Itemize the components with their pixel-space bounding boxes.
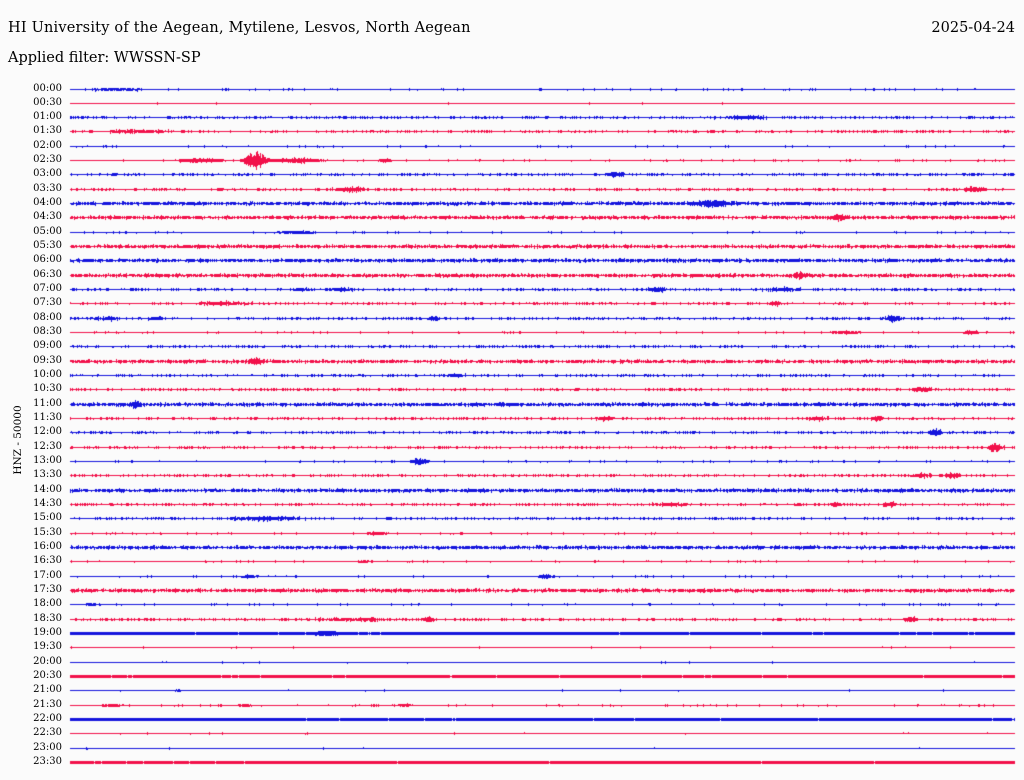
time-label-1400: 14:00 (33, 484, 62, 495)
time-label-1800: 18:00 (33, 598, 62, 609)
time-label-2100: 21:00 (33, 684, 62, 695)
time-label-0200: 02:00 (33, 140, 62, 151)
time-label-0500: 05:00 (33, 226, 62, 237)
time-label-0630: 06:30 (33, 269, 62, 280)
time-label-0700: 07:00 (33, 283, 62, 294)
time-label-2300: 23:00 (33, 742, 62, 753)
time-label-0230: 02:30 (33, 154, 62, 165)
time-label-0400: 04:00 (33, 197, 62, 208)
time-label-0330: 03:30 (33, 183, 62, 194)
time-label-1230: 12:30 (33, 441, 62, 452)
time-label-2030: 20:30 (33, 670, 62, 681)
time-label-1830: 18:30 (33, 613, 62, 624)
time-label-1430: 14:30 (33, 498, 62, 509)
time-label-0730: 07:30 (33, 297, 62, 308)
time-label-1630: 16:30 (33, 555, 62, 566)
time-label-0100: 01:00 (33, 111, 62, 122)
time-label-1000: 10:00 (33, 369, 62, 380)
time-label-2130: 21:30 (33, 699, 62, 710)
time-label-0600: 06:00 (33, 254, 62, 265)
time-label-1130: 11:30 (33, 412, 62, 423)
time-label-0300: 03:00 (33, 168, 62, 179)
time-label-1700: 17:00 (33, 570, 62, 581)
time-label-0030: 00:30 (33, 97, 62, 108)
time-label-0130: 01:30 (33, 125, 62, 136)
time-label-1730: 17:30 (33, 584, 62, 595)
time-label-0830: 08:30 (33, 326, 62, 337)
time-label-0430: 04:30 (33, 211, 62, 222)
time-label-2000: 20:00 (33, 656, 62, 667)
time-label-1300: 13:00 (33, 455, 62, 466)
time-label-1100: 11:00 (33, 398, 62, 409)
time-label-1530: 15:30 (33, 527, 62, 538)
time-label-1900: 19:00 (33, 627, 62, 638)
time-label-0000: 00:00 (33, 83, 62, 94)
time-label-1600: 16:00 (33, 541, 62, 552)
time-label-2200: 22:00 (33, 713, 62, 724)
time-label-1500: 15:00 (33, 512, 62, 523)
time-label-2230: 22:30 (33, 727, 62, 738)
time-label-0530: 05:30 (33, 240, 62, 251)
time-label-1200: 12:00 (33, 426, 62, 437)
time-label-1330: 13:30 (33, 469, 62, 480)
time-label-0930: 09:30 (33, 355, 62, 366)
time-label-1030: 10:30 (33, 383, 62, 394)
time-label-0800: 08:00 (33, 312, 62, 323)
time-label-0900: 09:00 (33, 340, 62, 351)
time-label-1930: 19:30 (33, 641, 62, 652)
time-label-2330: 23:30 (33, 756, 62, 767)
